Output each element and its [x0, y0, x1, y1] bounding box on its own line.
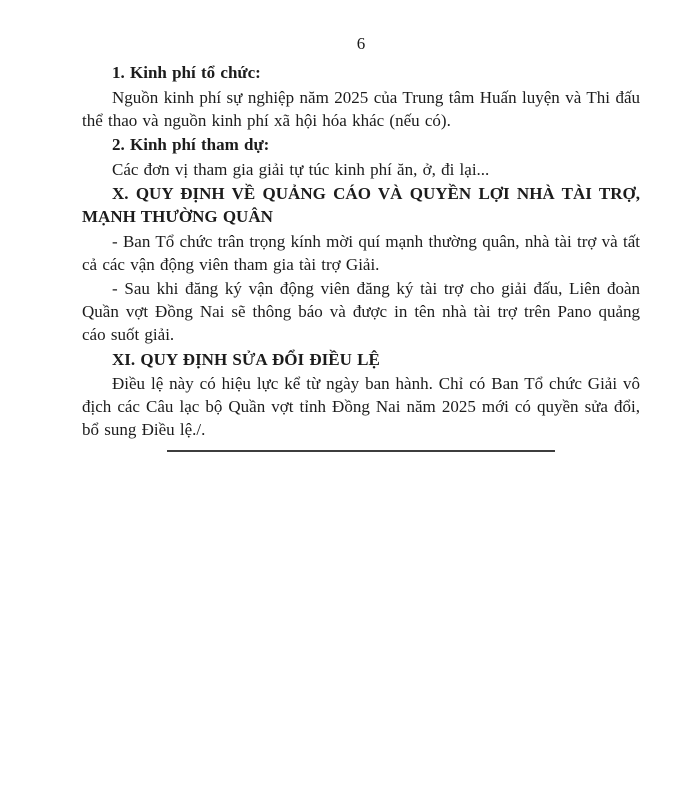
- paragraph-ban-to-chuc-kinh-moi: - Ban Tổ chức trân trọng kính mời quí mạnh thường quân, nhà tài trợ và tất cả các vận động viên tham gia tài trợ Giải.: [82, 231, 640, 274]
- paragraph-dang-ky-tai-tro: - Sau khi đăng ký vận động viên đăng ký tài trợ cho giải đấu, Liên đoàn Quần vợt Đồng Nai sẽ thông báo và được in tên nhà tài trợ trên Pano quảng cáo suốt giải.: [82, 279, 640, 344]
- paragraph-hieu-luc-dieu-le: Điều lệ này có hiệu lực kể từ ngày ban hành. Chỉ có Ban Tổ chức Giải vô địch các Câu lạc bộ Quần vợt tỉnh Đồng Nai năm 2025 mới có quyền sửa đổi, bổ sung Điều lệ./.: [82, 374, 640, 439]
- page-number: 6: [356, 34, 366, 53]
- paragraph-tu-tuc-kinh-phi: Các đơn vị tham gia giải tự túc kinh phí ăn, ở, đi lại...: [112, 159, 490, 179]
- heading-kinh-phi-tham-du: 2. Kinh phí tham dự:: [112, 135, 270, 154]
- end-of-document-divider: [167, 450, 555, 452]
- section-heading-quang-cao-tai-tro: X. QUY ĐỊNH VỀ QUẢNG CÁO VÀ QUYỀN LỢI NHÀ TÀI TRỢ, MẠNH THƯỜNG QUÂN: [82, 184, 640, 226]
- section-heading-sua-doi-dieu-le: XI. QUY ĐỊNH SỬA ĐỔI ĐIỀU LỆ: [112, 349, 380, 369]
- paragraph-nguon-kinh-phi: Nguồn kinh phí sự nghiệp năm 2025 của Trung tâm Huấn luyện và Thi đấu thể thao và nguồn kinh phí xã hội hóa khác (nếu có).: [82, 87, 640, 130]
- heading-kinh-phi-to-chuc: 1. Kinh phí tổ chức:: [112, 63, 261, 82]
